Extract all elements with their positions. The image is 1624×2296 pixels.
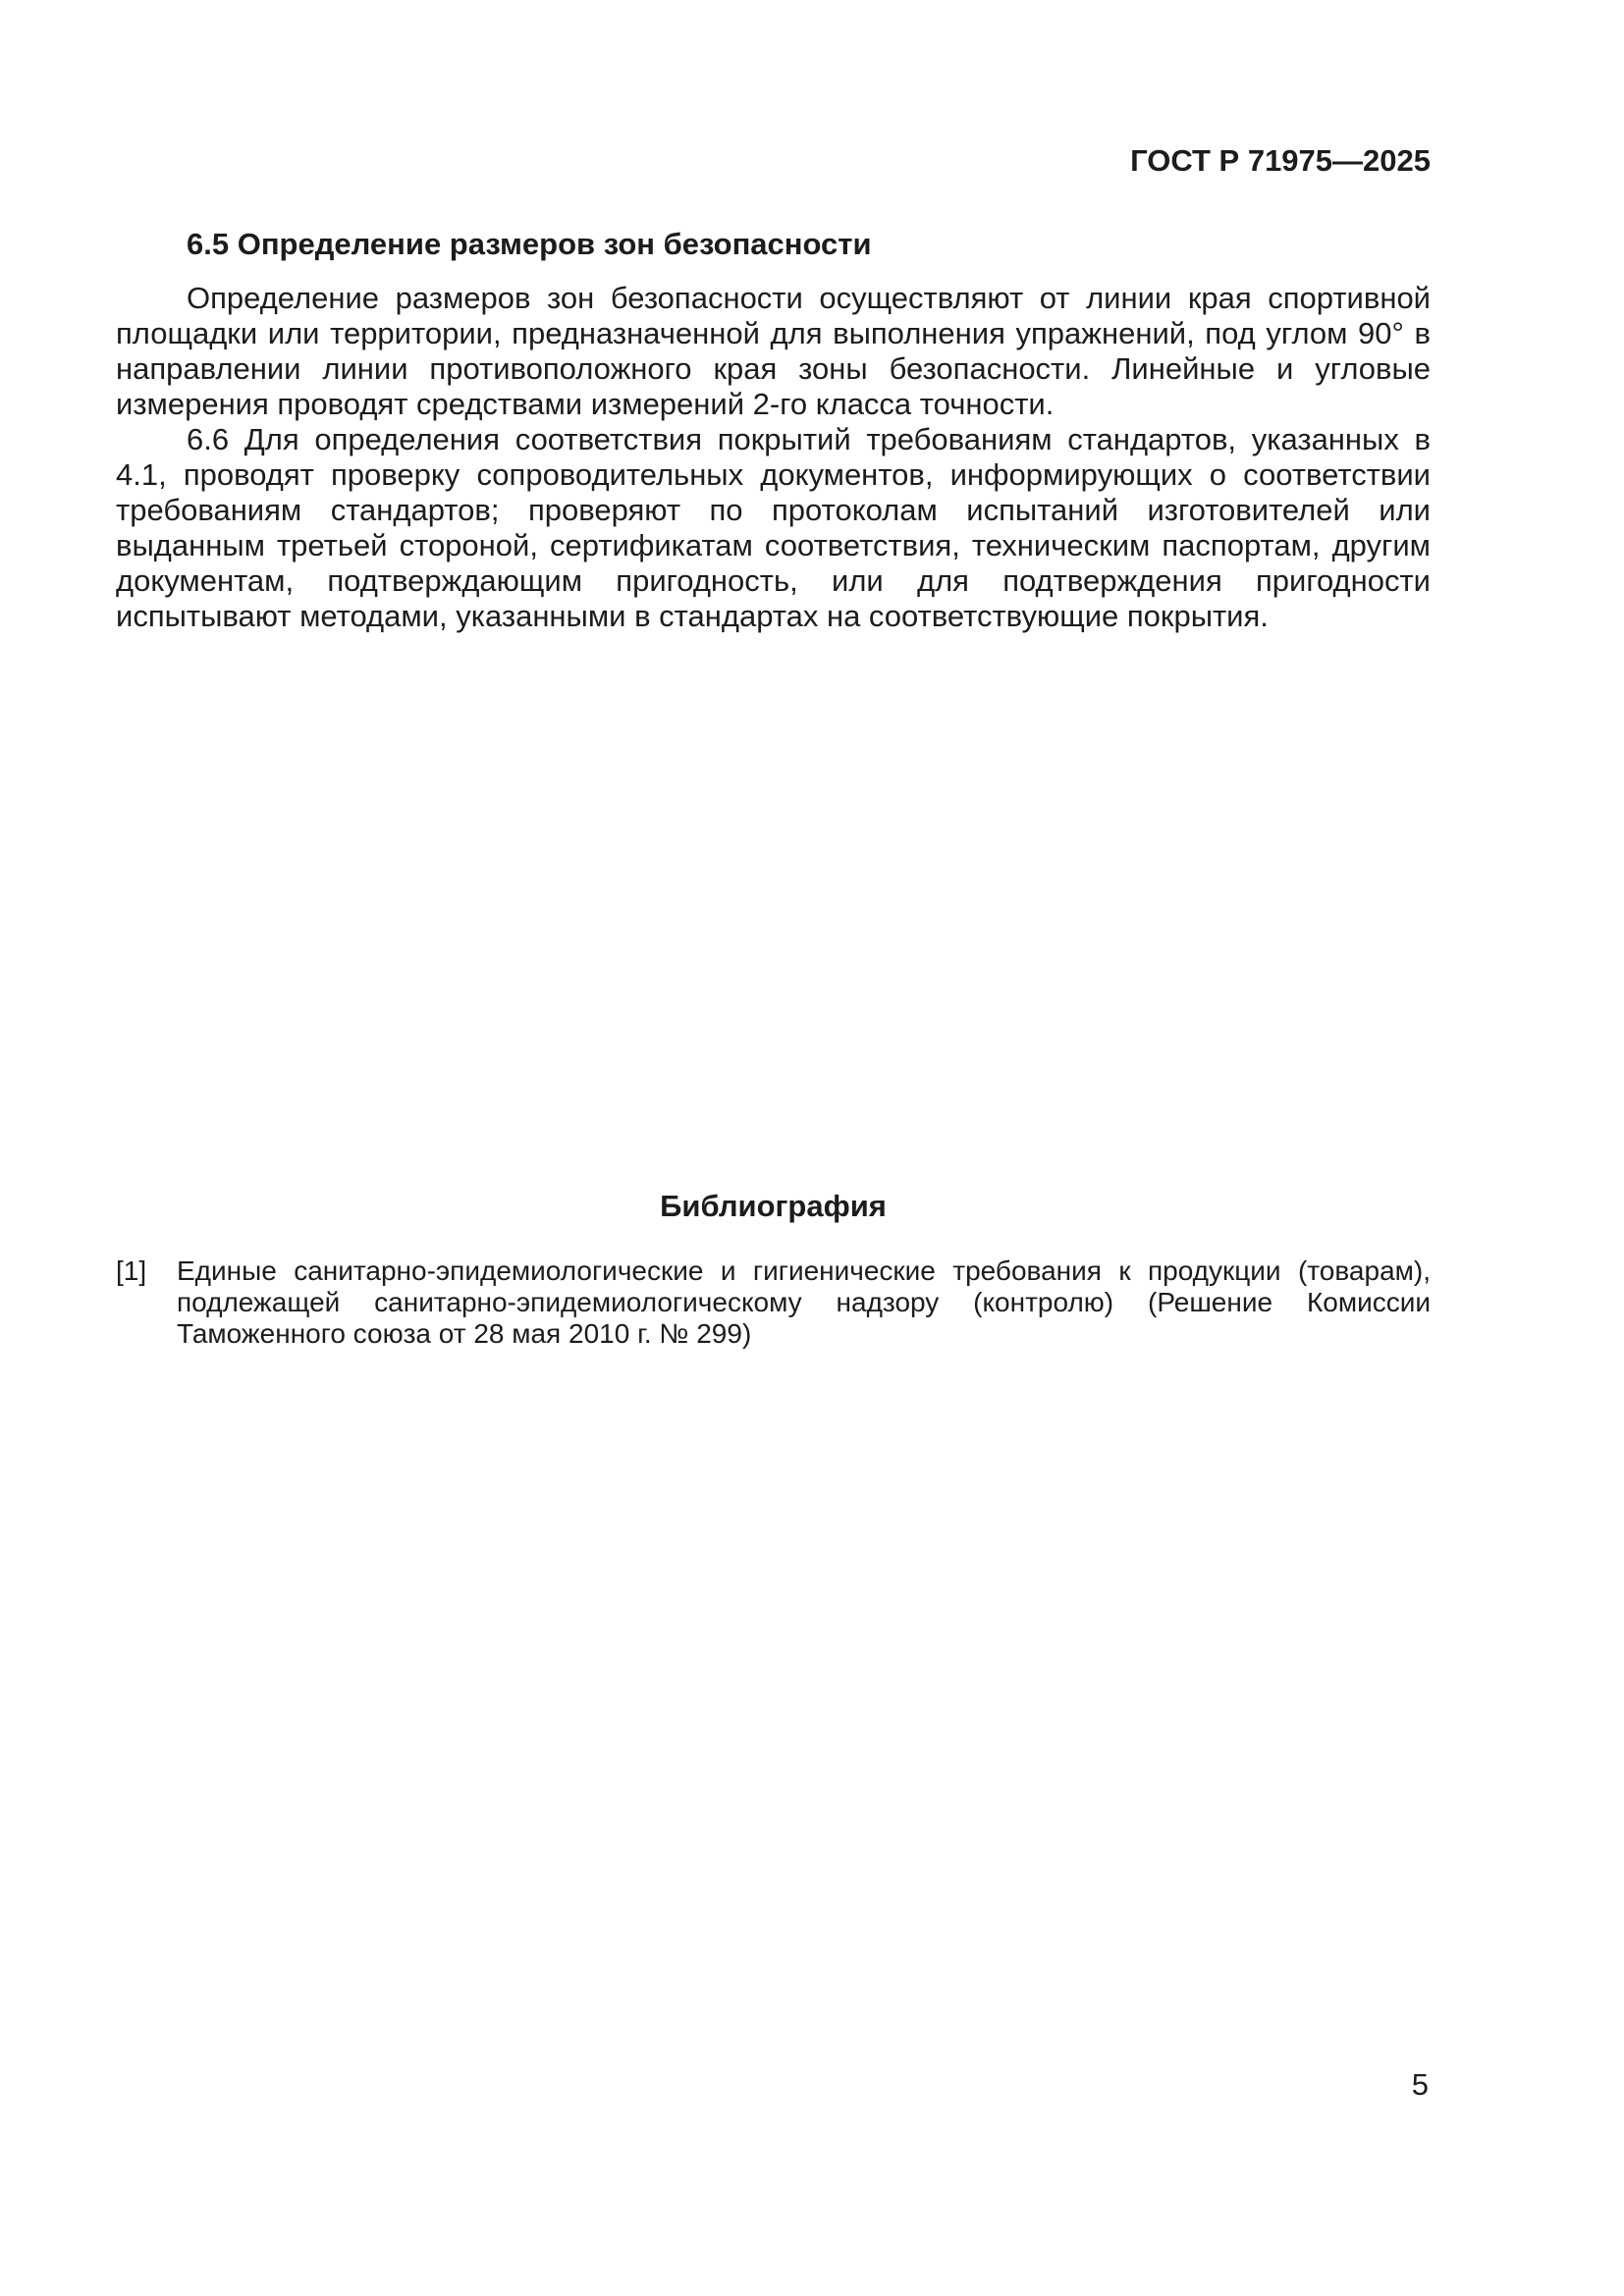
body-text-block — [116, 281, 1431, 634]
bibliography-entry-text: Единые санитарно-эпидемиологические и гигиенические требования к продукции (товарам), подлежащей санитарно-эпидемиологическому надзору (контролю) (Решение Комиссии Таможенного союза от 28 мая 2010 г. № 299) — [177, 1255, 1431, 1349]
bibliography-title: Библиография — [660, 1189, 887, 1223]
body-paragraph-6-5: Определение размеров зон безопасности осуществляют от линии края спортивной площадки или территории, предназначенной для выполнения упражнений, под углом 90° в направлении линии противоположного края зоны безопасности. Линейные и угловые измерения проводят средствами измерений 2-го класса точности. — [116, 281, 1431, 421]
bibliography-entry — [116, 1255, 1431, 1350]
body-paragraph-6-6: 6.6 Для определения соответствия покрытий требованиям стандартов, указанных в 4.1, проводят проверку сопроводительных документов, информирующих о соответствии требованиям стандартов; проверяют по протоколам испытаний изготовителей или выданным третьей стороной, сертификатам соответствия, техническим паспортам, другим документам, подтверждающим пригодность, или для подтверждения пригодности испытывают методами, указанными в стандартах на соответствующие покрытия. — [116, 422, 1431, 633]
section-heading-6-5: 6.5 Определение размеров зон безопасности — [187, 227, 872, 261]
page-number: 5 — [1411, 2067, 1429, 2102]
doc-number-header: ГОСТ Р 71975—2025 — [1130, 143, 1431, 178]
bibliography-ref-number: [1] — [116, 1255, 147, 1286]
